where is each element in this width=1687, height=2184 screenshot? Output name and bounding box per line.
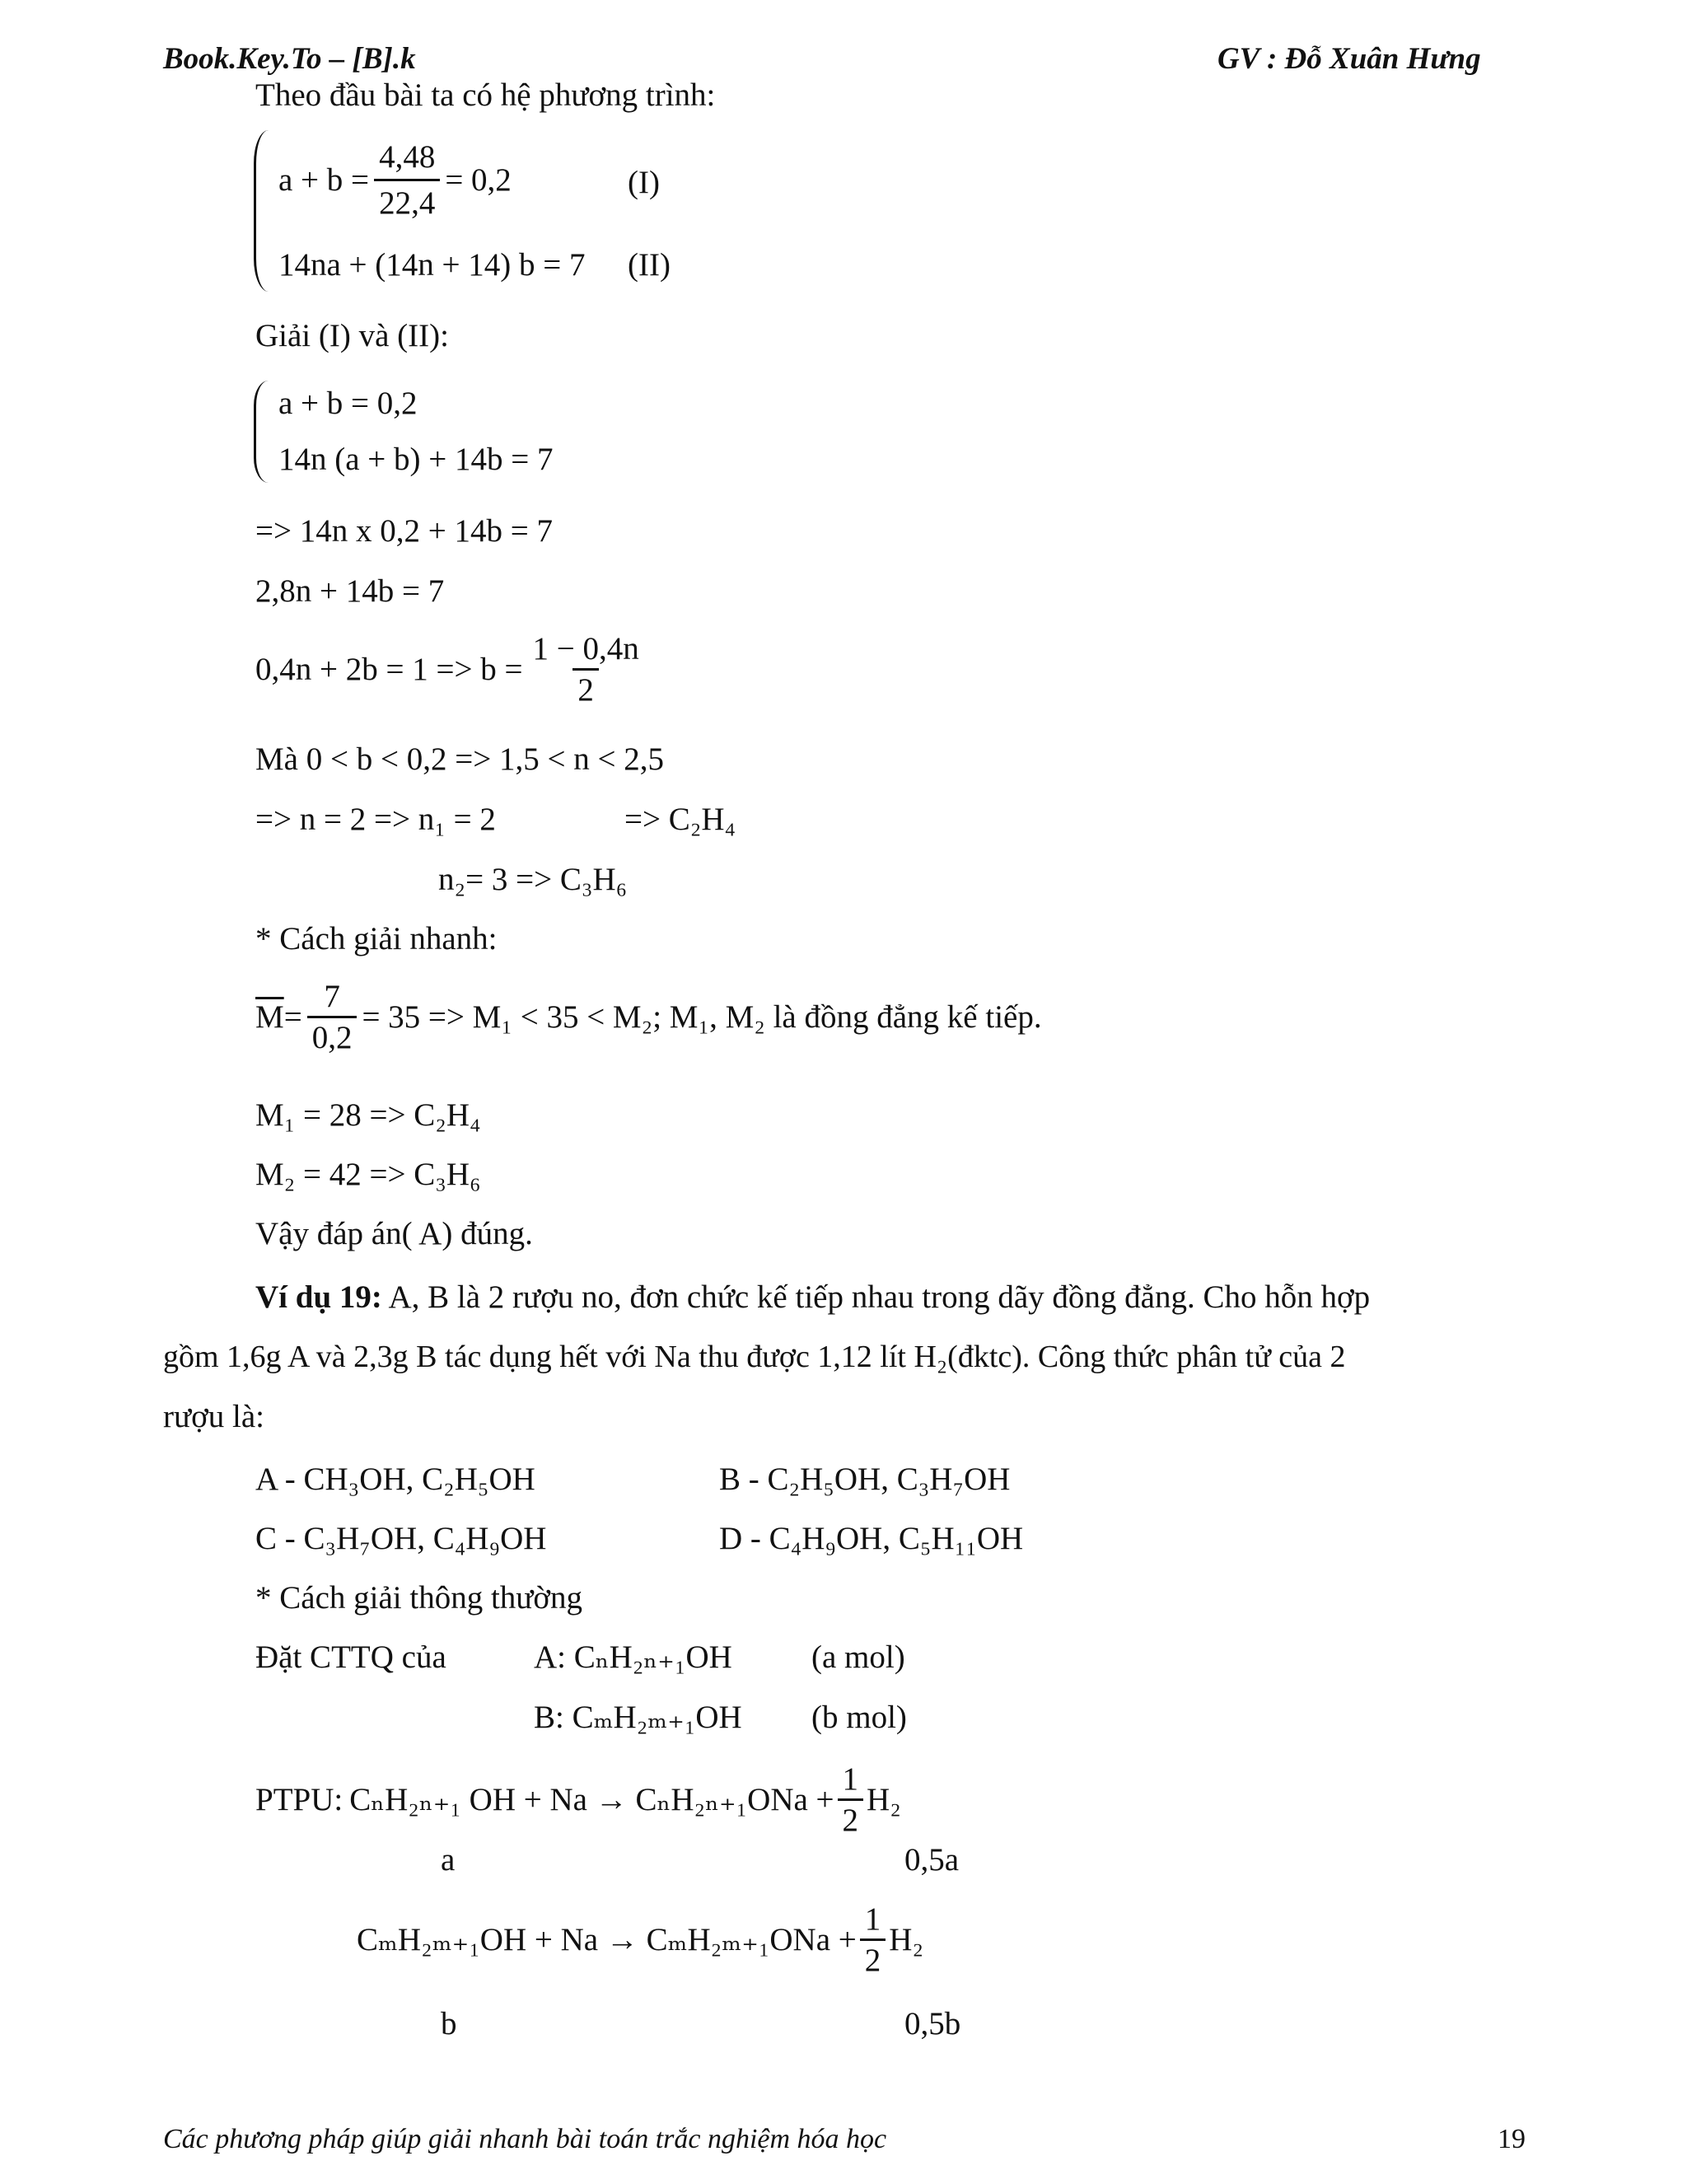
step-3-lhs: 0,4n + 2b = 1 => b = — [255, 652, 523, 687]
reaction-1-num: 1 — [842, 1761, 859, 1797]
normal-dat: Đặt CTTQ của — [255, 1639, 446, 1675]
quick-num: 7 — [324, 979, 340, 1014]
reaction-1-fraction — [838, 1763, 864, 1836]
system1-eq1 — [278, 138, 512, 222]
option-b: B - C₂H₅OH, C₃H₇OH — [719, 1461, 1011, 1497]
page-number: 19 — [1498, 2124, 1526, 2154]
ptpu-label: PTPU: — [255, 1782, 343, 1817]
quick-formula: $\overline{M}$ = $\frac{7}{0,2}$ = 35 => M₁ < 35 < M₂; M₁, M₂ là đồng đẳng kế tiếp. — [255, 979, 1042, 1055]
example19-line3: rượu là: — [163, 1399, 264, 1434]
step-6: n₂= 3 => C₃H₆ — [438, 862, 628, 897]
quick-rest: = 35 => M₁ < 35 < M₂; M₁, M₂ là đồng đẳng kế tiếp. — [362, 999, 1042, 1035]
option-d: D - C₄H₉OH, C₅H₁₁OH — [719, 1521, 1024, 1556]
system2-eq1: a + b = 0,2 — [278, 386, 418, 421]
reaction-1 — [255, 1763, 901, 1836]
step-1: => 14n x 0,2 + 14b = 7 — [255, 513, 553, 549]
reaction-2-h2: H₂ — [889, 1922, 924, 1957]
normal-b-mol: (b mol) — [811, 1700, 907, 1735]
quick-mbar: $\overline{M}$ — [255, 999, 284, 1035]
header-left: Book.Key.To – [B].k — [163, 42, 416, 76]
reaction-2 — [357, 1903, 923, 1976]
step-3-num: 1 − 0,4n — [532, 631, 639, 666]
quick-title: * Cách giải nhanh: — [255, 921, 498, 956]
reaction-1-a2: 0,5a — [904, 1842, 960, 1878]
system1-eq1-lhs: a + b = — [278, 162, 370, 198]
system1-eq1-tag: (I) — [628, 165, 660, 200]
reaction-1-left: CₙH₂ₙ₊₁ OH + Na → CₙH₂ₙ₊₁ONa + — [349, 1782, 834, 1817]
example19-line1 — [255, 1281, 1370, 1313]
header-right: GV : Đỗ Xuân Hưng — [1217, 42, 1481, 76]
step-2: 2,8n + 14b = 7 — [255, 573, 445, 609]
example19-line2: gồm 1,6g A và 2,3g B tác dụng hết với Na thu được 1,12 lít H₂(đktc). Công thức phân tử của 2 — [163, 1340, 1346, 1374]
reaction-2-num: 1 — [864, 1901, 881, 1937]
quick-conclusion: Vậy đáp án( A) đúng. — [255, 1216, 533, 1251]
step-5: => n = 2 => n₁ = 2 — [255, 802, 496, 837]
normal-a-mol: (a mol) — [811, 1639, 905, 1675]
example19-label: Ví dụ 19: — [255, 1279, 382, 1315]
quick-m2: M₂ = 42 => C₃H₆ — [255, 1157, 481, 1192]
system1-brace — [254, 130, 271, 292]
system1-eq1-den: 22,4 — [374, 179, 440, 222]
normal-title: * Cách giải thông thường — [255, 1580, 583, 1616]
quick-den: 0,2 — [307, 1016, 357, 1054]
reaction-2-b2: 0,5b — [904, 2006, 961, 2041]
step-5-result: => C₂H₄ — [624, 802, 736, 837]
system1-eq1-fraction — [374, 138, 440, 222]
quick-fraction — [307, 980, 357, 1054]
reaction-1-h2: H₂ — [867, 1782, 901, 1817]
step-3-fraction — [527, 633, 643, 706]
option-c: C - C₃H₇OH, C₄H₉OH — [255, 1521, 547, 1556]
step-4: Mà 0 < b < 0,2 => 1,5 < n < 2,5 — [255, 741, 664, 777]
reaction-1-den: 2 — [838, 1798, 864, 1836]
option-a: A - CH₃OH, C₂H₅OH — [255, 1461, 535, 1497]
system1-eq1-num: 4,48 — [379, 139, 436, 175]
normal-b-formula: B: CₘH₂ₘ₊₁OH — [534, 1700, 742, 1735]
step-3-den: 2 — [572, 668, 599, 706]
reaction-1-a: a — [441, 1842, 456, 1878]
example19-line1-text: A, B là 2 rượu no, đơn chức kế tiếp nhau trong dãy đồng đẳng. Cho hỗn hợp — [381, 1279, 1371, 1315]
reaction-2-den: 2 — [860, 1938, 886, 1976]
system2-brace — [254, 381, 271, 483]
step-3 — [255, 633, 649, 706]
reaction-2-b: b — [441, 2006, 457, 2041]
system1-eq2: 14na + (14n + 14) b = 7 — [278, 247, 586, 283]
system2-eq2: 14n (a + b) + 14b = 7 — [278, 442, 554, 477]
reaction-2-fraction — [860, 1903, 886, 1976]
system1-intro: Theo đầu bài ta có hệ phương trình: — [255, 77, 716, 113]
normal-a-formula: A: CₙH₂ₙ₊₁OH — [534, 1639, 732, 1675]
system2-intro: Giải (I) và (II): — [255, 318, 449, 353]
system1-eq1-rhs: = 0,2 — [445, 162, 512, 198]
quick-m1: M₁ = 28 => C₂H₄ — [255, 1097, 481, 1133]
system1-eq2-tag: (II) — [628, 247, 671, 283]
reaction-2-left: CₘH₂ₘ₊₁OH + Na → CₘH₂ₘ₊₁ONa + — [357, 1922, 857, 1957]
footer-left: Các phương pháp giúp giải nhanh bài toán trắc nghiệm hóa học — [163, 2124, 887, 2154]
